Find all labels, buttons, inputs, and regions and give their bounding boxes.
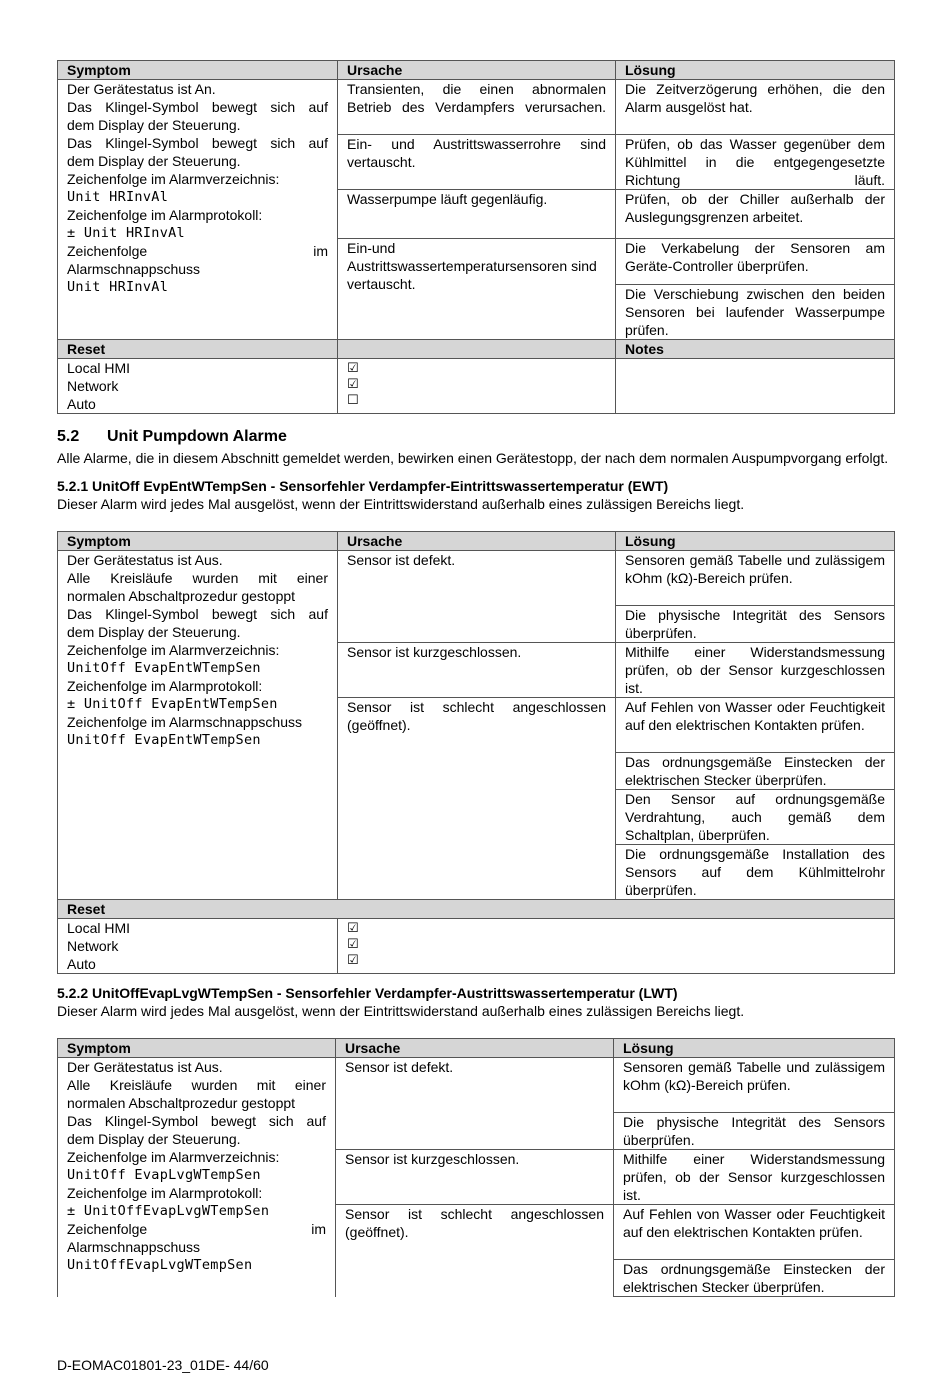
solution-cell: Die Verschiebung zwischen den beiden Sensoren bei laufender Wasserpumpe prüfen. <box>616 285 895 340</box>
reset-header-empty <box>338 340 616 359</box>
reset-item: Local HMI <box>67 360 131 376</box>
symptom-line: Zeichenfolge im Alarmverzeichnis: <box>67 171 280 187</box>
symptom-cell <box>58 80 338 340</box>
solution-cell: Die physische Integrität des Sensors überprüfen. <box>616 606 895 643</box>
alarm-table-lwt <box>57 1038 895 1297</box>
checkbox-icon: ☑ <box>347 361 359 376</box>
header-solution: Lösung <box>614 1039 895 1058</box>
header-cause: Ursache <box>338 61 616 80</box>
section-number: 5.2 <box>57 428 80 445</box>
solution-cell: Auf Fehlen von Wasser oder Feuchtigkeit auf den elektrischen Kontakten prüfen. <box>614 1205 895 1260</box>
symptom-line: Zeichenfolge im Alarmverzeichnis: <box>67 642 280 658</box>
reset-item: Network <box>67 938 119 954</box>
reset-checks <box>338 919 895 974</box>
solution-cell: Sensoren gemäß Tabelle und zulässigem kOhm (kΩ)-Bereich prüfen. <box>614 1058 895 1113</box>
symptom-line: Alle Kreisläufe wurden mit einer <box>67 570 328 586</box>
symptom-line: Zeichenfolge im <box>67 243 328 259</box>
solution-cell: Sensoren gemäß Tabelle und zulässigem kOhm (kΩ)-Bereich prüfen. <box>616 551 895 606</box>
symptom-line: Der Gerätestatus ist Aus. <box>67 1059 223 1075</box>
checkbox-icon: ☐ <box>347 393 359 408</box>
reset-items <box>58 359 338 414</box>
symptom-line: Alarmschnappschuss <box>67 1239 201 1255</box>
reset-header: Reset <box>58 900 895 919</box>
symptom-line: Zeichenfolge im Alarmschnappschuss <box>67 714 303 730</box>
reset-checks <box>338 359 616 414</box>
subsection-heading-5-2-2: 5.2.2 UnitOffEvapLvgWTempSen - Sensorfehler Verdampfer-Austrittswassertemperatur (LWT) <box>57 985 678 1001</box>
alarm-code: UnitOff EvapEntWTempSen <box>67 732 261 748</box>
symptom-cell <box>58 1058 336 1297</box>
symptom-line: Das Klingel-Symbol bewegt sich auf <box>67 606 328 622</box>
solution-cell: Den Sensor auf ordnungsgemäße Verdrahtung, auch gemäß dem Schaltplan, überprüfen. <box>616 790 895 845</box>
reset-item: Auto <box>67 956 96 972</box>
symptom-line: Der Gerätestatus ist An. <box>67 81 216 97</box>
cause-cell: Sensor ist kurzgeschlossen. <box>338 643 616 698</box>
solution-cell: Die physische Integrität des Sensors überprüfen. <box>614 1113 895 1150</box>
cause-cell: Ein-und Austrittswassertemperatursensoren sind vertauscht. <box>338 239 616 340</box>
notes-header: Notes <box>616 340 895 359</box>
alarm-code: UnitOff EvapEntWTempSen <box>67 660 261 676</box>
header-symptom: Symptom <box>58 61 338 80</box>
symptom-line: normalen Abschaltprozedur gestoppt <box>67 1095 296 1111</box>
symptom-line: Zeichenfolge im Alarmprotokoll: <box>67 678 263 694</box>
checkbox-icon: ☑ <box>347 937 359 952</box>
alarm-code: ± UnitOff EvapEntWTempSen <box>67 696 278 712</box>
solution-cell: Prüfen, ob das Wasser gegenüber dem Kühlmittel in die entgegengesetzte Richtung läuft. <box>616 135 895 190</box>
symptom-line: normalen Abschaltprozedur gestoppt <box>67 588 296 604</box>
cause-cell: Transienten, die einen abnormalen Betrieb des Verdampfers verursachen. <box>338 80 616 135</box>
header-symptom: Symptom <box>58 532 338 551</box>
alarm-table-hrinv <box>57 60 895 414</box>
notes-cell <box>616 359 895 414</box>
symptom-line: Alarmschnappschuss <box>67 261 201 277</box>
reset-item: Auto <box>67 396 96 412</box>
subsection-heading-5-2-1: 5.2.1 UnitOff EvpEntWTempSen - Sensorfehler Verdampfer-Eintrittswassertemperatur (EWT) <box>57 478 669 494</box>
symptom-cell <box>58 551 338 900</box>
alarm-code: ± Unit HRInvAl <box>67 225 185 241</box>
alarm-code: UnitOffEvapLvgWTempSen <box>67 1257 253 1273</box>
alarm-table-ewt <box>57 531 895 974</box>
solution-cell: Die ordnungsgemäße Installation des Sensors auf dem Kühlmittelrohr überprüfen. <box>616 845 895 900</box>
cause-cell: Wasserpumpe läuft gegenläufig. <box>338 190 616 239</box>
header-cause: Ursache <box>336 1039 614 1058</box>
cause-cell: Sensor ist defekt. <box>338 551 616 643</box>
checkbox-icon: ☑ <box>347 921 359 936</box>
solution-cell: Prüfen, ob der Chiller außerhalb der Auslegungsgrenzen arbeitet. <box>616 190 895 239</box>
solution-cell: Die Zeitverzögerung erhöhen, die den Alarm ausgelöst hat. <box>616 80 895 135</box>
solution-cell: Auf Fehlen von Wasser oder Feuchtigkeit auf den elektrischen Kontakten prüfen. <box>616 698 895 753</box>
symptom-line: Das Klingel-Symbol bewegt sich auf <box>67 1113 326 1129</box>
reset-item: Local HMI <box>67 920 131 936</box>
alarm-code: ± UnitOffEvapLvgWTempSen <box>67 1203 270 1219</box>
subsection-text: Dieser Alarm wird jedes Mal ausgelöst, wenn der Eintrittswiderstand außerhalb eines zulässigen Bereichs liegt. <box>57 1003 745 1019</box>
symptom-line: Zeichenfolge im Alarmprotokoll: <box>67 207 263 223</box>
subsection-text: Dieser Alarm wird jedes Mal ausgelöst, wenn der Eintrittswiderstand außerhalb eines zulässigen Bereichs liegt. <box>57 496 745 512</box>
symptom-line: dem Display der Steuerung. <box>67 624 241 640</box>
section-heading-5-2 <box>57 427 894 447</box>
header-solution: Lösung <box>616 61 895 80</box>
symptom-line: Zeichenfolge im Alarmprotokoll: <box>67 1185 263 1201</box>
symptom-line: Das Klingel-Symbol bewegt sich auf <box>67 135 328 151</box>
solution-cell: Mithilfe einer Widerstandsmessung prüfen, ob der Sensor kurzgeschlossen ist. <box>614 1150 895 1205</box>
cause-cell: Sensor ist defekt. <box>336 1058 614 1150</box>
header-cause: Ursache <box>338 532 616 551</box>
page-footer: D-EOMAC01801-23_01DE- 44/60 <box>57 1357 269 1373</box>
cause-cell: Sensor ist schlecht angeschlossen (geöffnet). <box>336 1205 614 1297</box>
solution-cell: Das ordnungsgemäße Einstecken der elektrischen Stecker überprüfen. <box>614 1260 895 1297</box>
cause-cell: Ein- und Austrittswasserrohre sind vertauscht. <box>338 135 616 190</box>
header-solution: Lösung <box>616 532 895 551</box>
solution-cell: Das ordnungsgemäße Einstecken der elektrischen Stecker überprüfen. <box>616 753 895 790</box>
section-title: Unit Pumpdown Alarme <box>107 428 287 445</box>
alarm-code: Unit HRInvAl <box>67 279 169 295</box>
cause-cell: Sensor ist kurzgeschlossen. <box>336 1150 614 1205</box>
solution-cell: Die Verkabelung der Sensoren am Geräte-Controller überprüfen. <box>616 239 895 285</box>
reset-item: Network <box>67 378 119 394</box>
solution-cell: Mithilfe einer Widerstandsmessung prüfen, ob der Sensor kurzgeschlossen ist. <box>616 643 895 698</box>
symptom-line: Alle Kreisläufe wurden mit einer <box>67 1077 326 1093</box>
page-content <box>57 60 894 1297</box>
symptom-line: dem Display der Steuerung. <box>67 153 241 169</box>
symptom-line: Zeichenfolge im <box>67 1221 326 1237</box>
alarm-code: Unit HRInvAl <box>67 189 169 205</box>
cause-cell: Sensor ist schlecht angeschlossen (geöffnet). <box>338 698 616 900</box>
symptom-line: dem Display der Steuerung. <box>67 117 241 133</box>
reset-header: Reset <box>58 340 338 359</box>
checkbox-icon: ☑ <box>347 953 359 968</box>
symptom-line: Der Gerätestatus ist Aus. <box>67 552 223 568</box>
header-symptom: Symptom <box>58 1039 336 1058</box>
section-text: Alle Alarme, die in diesem Abschnitt gemeldet werden, bewirken einen Gerätestopp, der nach dem normalen Auspumpvorgang erfolgt. <box>57 450 889 466</box>
alarm-code: UnitOff EvapLvgWTempSen <box>67 1167 261 1183</box>
symptom-line: Das Klingel-Symbol bewegt sich auf <box>67 99 328 115</box>
symptom-line: Zeichenfolge im Alarmverzeichnis: <box>67 1149 280 1165</box>
symptom-line: dem Display der Steuerung. <box>67 1131 241 1147</box>
checkbox-icon: ☑ <box>347 377 359 392</box>
reset-items <box>58 919 338 974</box>
